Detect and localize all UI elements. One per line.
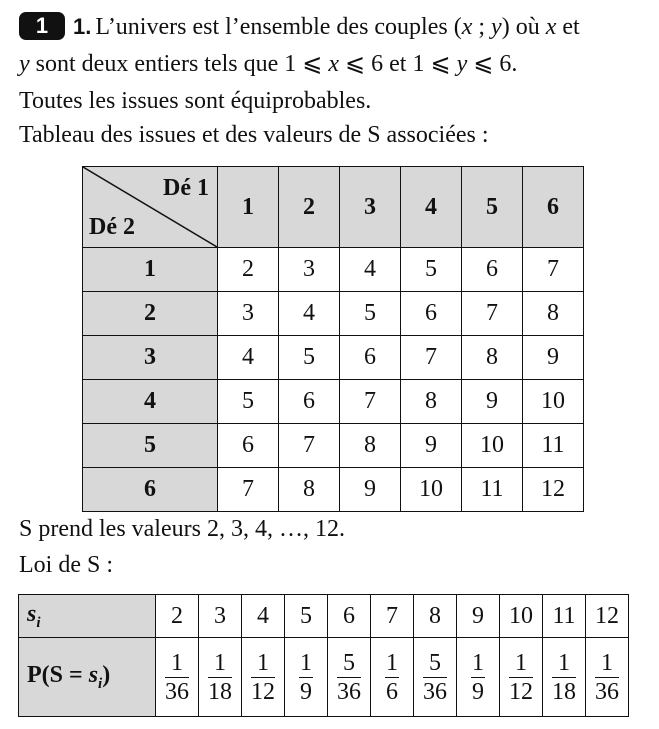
question-line-1 <box>19 12 580 42</box>
table-cell: 6 <box>279 380 340 424</box>
table-row <box>83 336 584 380</box>
exercise-number-badge: 1 <box>19 12 65 40</box>
probability-law-table <box>18 594 629 717</box>
values-row <box>19 595 629 638</box>
table-cell: 6 <box>340 336 401 380</box>
table-cell: 8 <box>279 468 340 512</box>
text-segment: ) où <box>501 14 546 40</box>
table-cell: 6 <box>401 292 462 336</box>
value-cell: 5 <box>285 595 328 638</box>
table-cell: 5 <box>340 292 401 336</box>
probability-cell: $\frac{1}{9}$ <box>285 638 328 717</box>
probability-cell: $\frac{1}{12}$ <box>500 638 543 717</box>
value-cell: 10 <box>500 595 543 638</box>
col-header: 6 <box>523 167 584 248</box>
probability-cell: $\frac{1}{18}$ <box>543 638 586 717</box>
text-segment: sont deux entiers tels que 1 ⩽ <box>29 51 329 77</box>
value-cell: 7 <box>371 595 414 638</box>
sum-table <box>82 166 584 512</box>
var-y: y <box>491 14 502 40</box>
row-header: 6 <box>83 468 218 512</box>
table-cell: 10 <box>401 468 462 512</box>
table-cell: 9 <box>401 424 462 468</box>
table-cell: 8 <box>523 292 584 336</box>
value-cell: 8 <box>414 595 457 638</box>
var-x: x <box>328 51 340 77</box>
text-segment: et <box>556 14 580 40</box>
table-cell: 5 <box>279 336 340 380</box>
table-cell: 4 <box>279 292 340 336</box>
probability-cell: $\frac{1}{18}$ <box>199 638 242 717</box>
text-segment: L’univers est l’ensemble des couples ( <box>95 14 462 40</box>
value-cell: 11 <box>543 595 586 638</box>
table-cell: 8 <box>401 380 462 424</box>
law-heading: Loi de S : <box>19 552 113 578</box>
col-header: 1 <box>218 167 279 248</box>
table-row <box>83 380 584 424</box>
col-header: 4 <box>401 167 462 248</box>
table-intro: Tableau des issues et des valeurs de S associées : <box>19 122 489 148</box>
row-header: 1 <box>83 248 218 292</box>
table-cell: 5 <box>401 248 462 292</box>
var-x: x <box>545 14 557 40</box>
probability-cell: $\frac{5}{36}$ <box>414 638 457 717</box>
question-number: 1. <box>73 14 92 39</box>
var-y: y <box>456 51 468 77</box>
values-row-label: $s_i$ <box>19 595 156 638</box>
col-header: 2 <box>279 167 340 248</box>
corner-label-die-2: Dé 2 <box>89 214 135 240</box>
table-cell: 12 <box>523 468 584 512</box>
header-row <box>83 167 584 248</box>
probability-cell: $\frac{1}{36}$ <box>156 638 199 717</box>
table-cell: 6 <box>218 424 279 468</box>
probability-cell: $\frac{5}{36}$ <box>328 638 371 717</box>
table-row <box>83 248 584 292</box>
value-cell: 4 <box>242 595 285 638</box>
table-cell: 7 <box>218 468 279 512</box>
text-segment: ; <box>472 14 492 40</box>
table-cell: 11 <box>462 468 523 512</box>
table-cell: 10 <box>523 380 584 424</box>
probability-cell: $\frac{1}{12}$ <box>242 638 285 717</box>
table-cell: 7 <box>279 424 340 468</box>
probability-row <box>19 638 629 717</box>
row-header: 4 <box>83 380 218 424</box>
table-cell: 8 <box>462 336 523 380</box>
values-statement: S prend les valeurs 2, 3, 4, …, 12. <box>19 516 345 542</box>
corner-cell <box>83 167 218 248</box>
col-header: 3 <box>340 167 401 248</box>
text-segment: ⩽ 6. <box>467 51 518 77</box>
table-cell: 7 <box>523 248 584 292</box>
table-cell: 4 <box>218 336 279 380</box>
probability-row-label: $P(S = s_i)$ <box>19 638 156 717</box>
table-cell: 7 <box>401 336 462 380</box>
table-row <box>83 424 584 468</box>
table-cell: 3 <box>279 248 340 292</box>
value-cell: 6 <box>328 595 371 638</box>
table-cell: 4 <box>340 248 401 292</box>
row-header: 3 <box>83 336 218 380</box>
table-cell: 6 <box>462 248 523 292</box>
table-row <box>83 292 584 336</box>
value-cell: 3 <box>199 595 242 638</box>
table-cell: 8 <box>340 424 401 468</box>
value-cell: 9 <box>457 595 500 638</box>
var-x: x <box>461 14 473 40</box>
equiprobable-statement: Toutes les issues sont équiprobables. <box>19 88 372 114</box>
table-cell: 5 <box>218 380 279 424</box>
value-cell: 2 <box>156 595 199 638</box>
probability-cell: $\frac{1}{6}$ <box>371 638 414 717</box>
var-y: y <box>19 51 30 77</box>
question-line-2 <box>19 49 517 79</box>
table-cell: 10 <box>462 424 523 468</box>
col-header: 5 <box>462 167 523 248</box>
probability-cell: $\frac{1}{9}$ <box>457 638 500 717</box>
probability-cell: $\frac{1}{36}$ <box>586 638 629 717</box>
table-cell: 11 <box>523 424 584 468</box>
table-cell: 7 <box>462 292 523 336</box>
table-cell: 7 <box>340 380 401 424</box>
table-cell: 9 <box>462 380 523 424</box>
table-row <box>83 468 584 512</box>
table-cell: 3 <box>218 292 279 336</box>
row-header: 5 <box>83 424 218 468</box>
table-cell: 2 <box>218 248 279 292</box>
table-cell: 9 <box>523 336 584 380</box>
value-cell: 12 <box>586 595 629 638</box>
table-cell: 9 <box>340 468 401 512</box>
text-segment: ⩽ 6 et 1 ⩽ <box>339 51 457 77</box>
corner-label-die-1: Dé 1 <box>163 175 209 201</box>
row-header: 2 <box>83 292 218 336</box>
